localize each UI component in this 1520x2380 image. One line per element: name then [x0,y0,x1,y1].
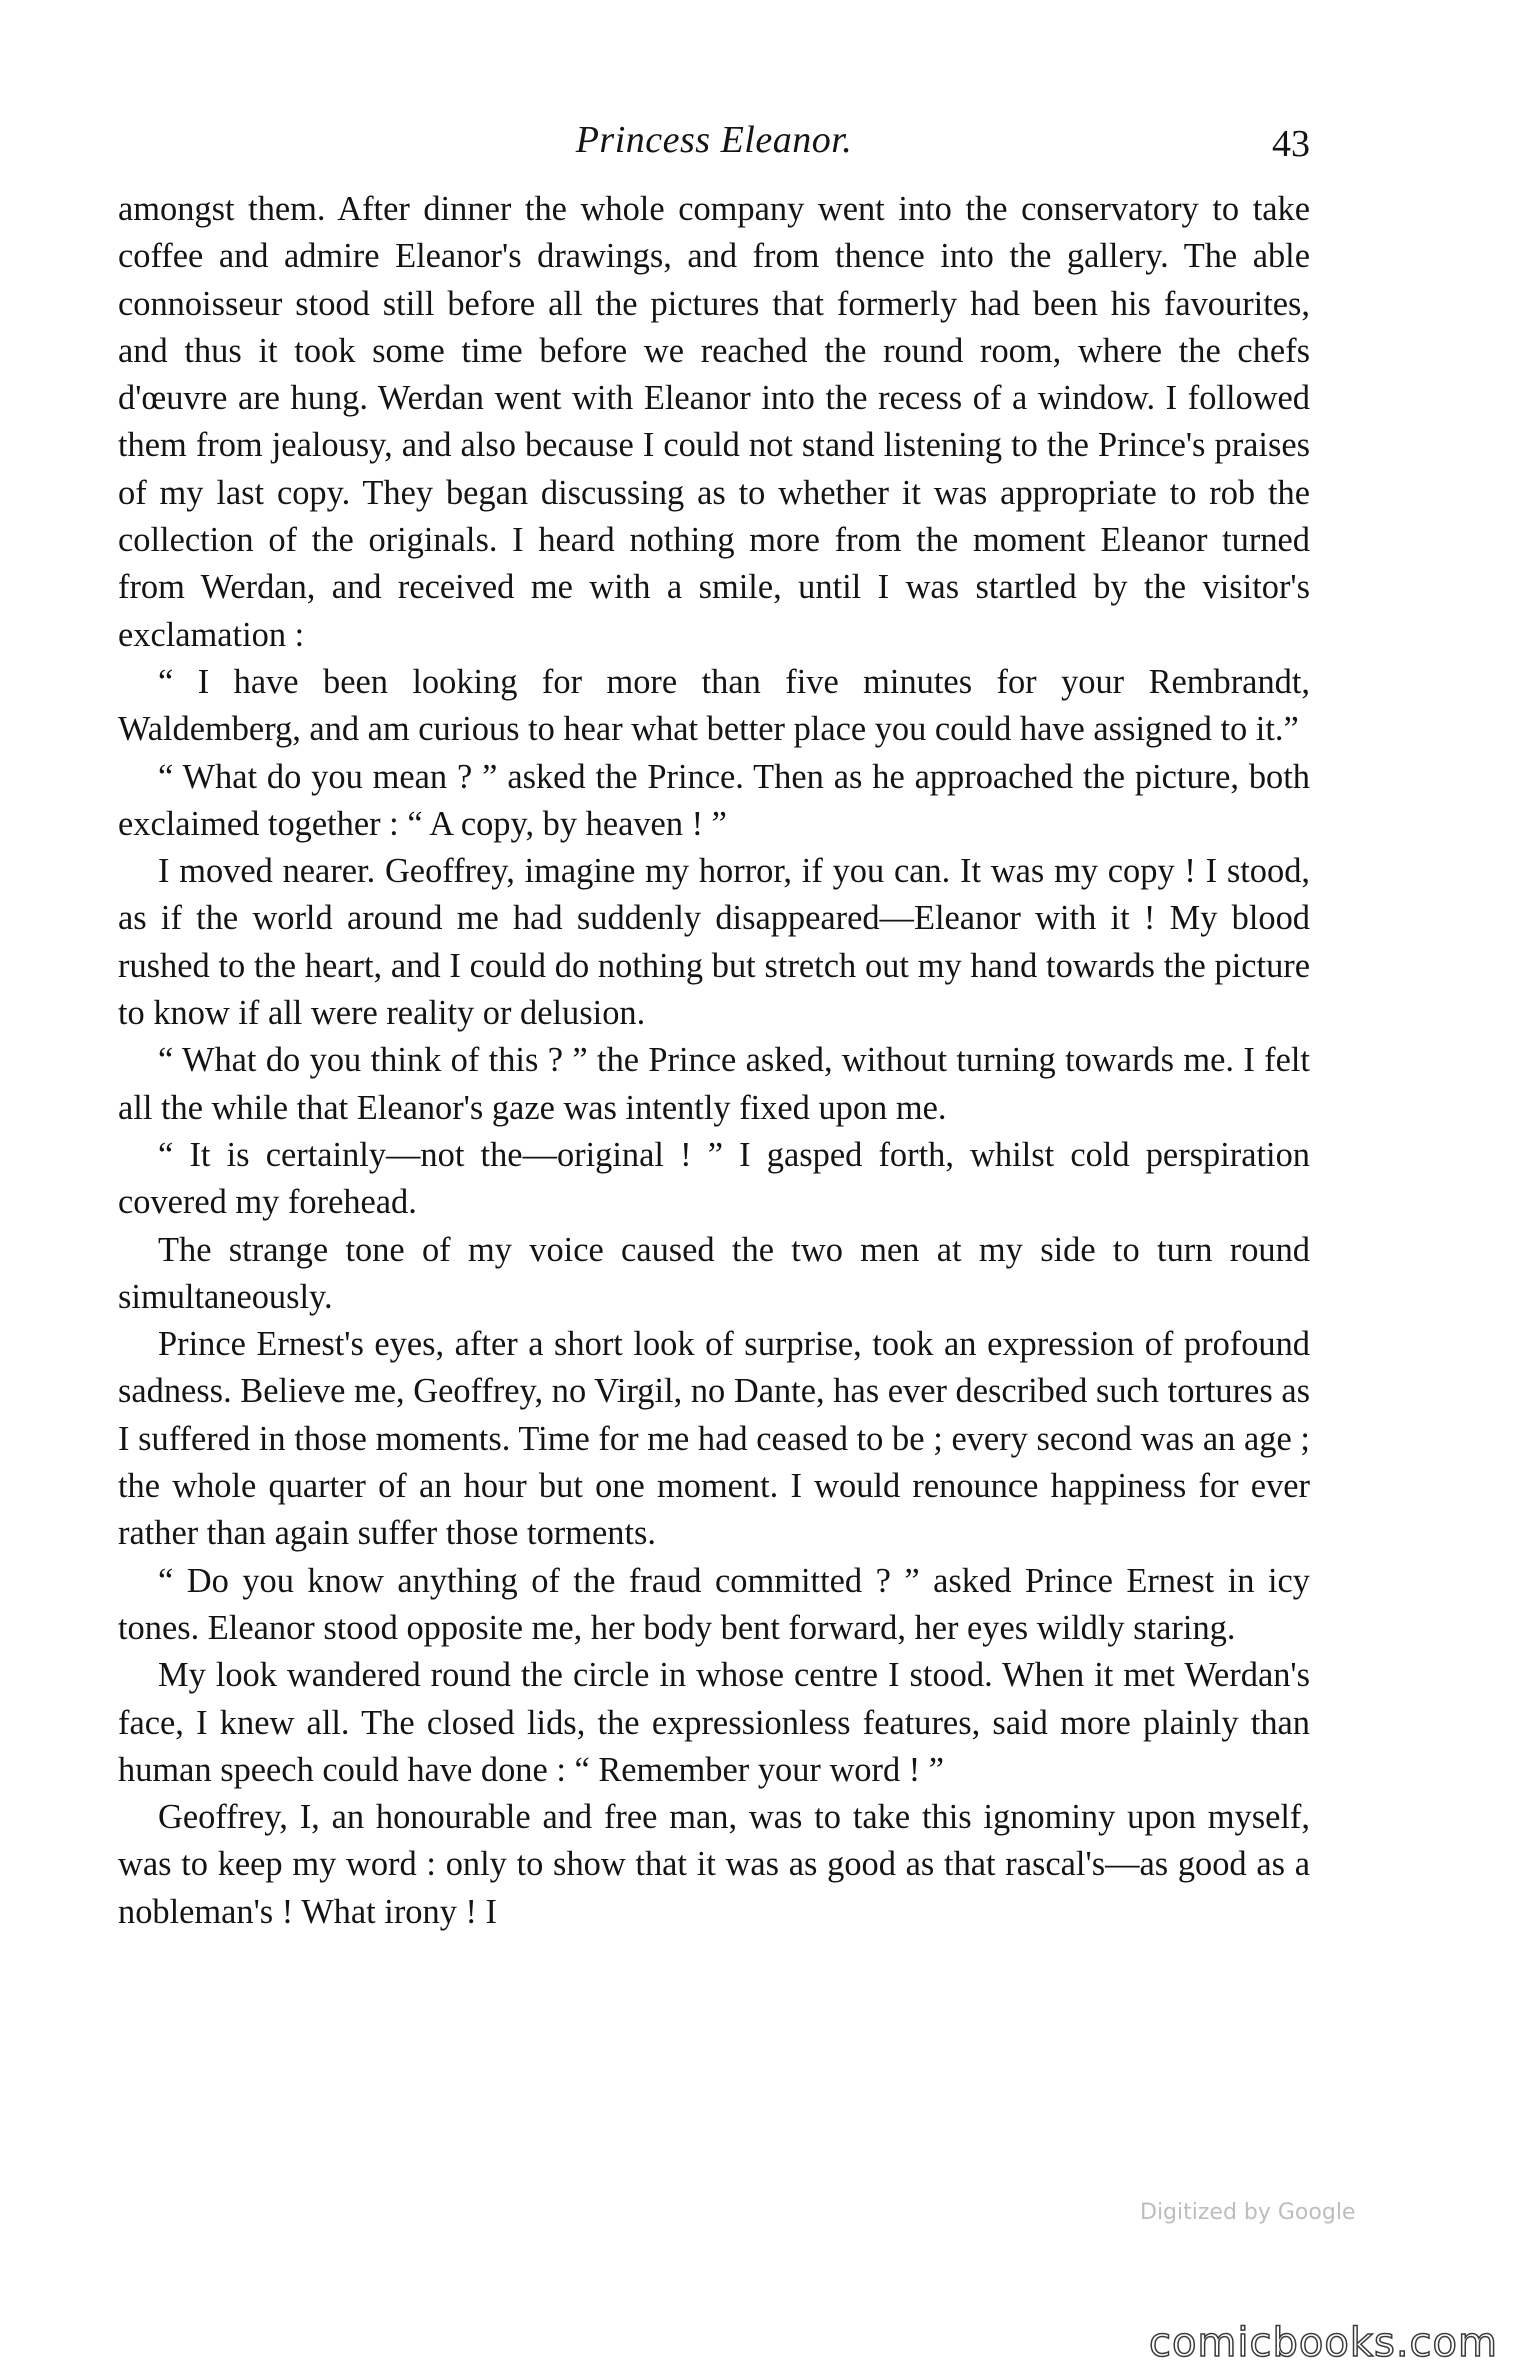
running-title: Princess Eleanor. [575,119,853,161]
paragraph-1: amongst them. After dinner the whole company went into the conservatory to take coffee and admire Eleanor's drawings, and from thence into the gallery. The able connoisseur stood still before all the pictures that formerly had been his favourites, and thus it took some time before we reached the round room, where the chefs d'œuvre are hung. Werdan went with Eleanor into the recess of a window. I followed them from jealousy, and also because I could not stand listening to the Prince's praises of my last copy. They began discussing as to whether it was appropriate to rob the collection of the originals. I heard nothing more from the moment Eleanor turned from Werdan, and received me with a smile, until I was startled by the visitor's exclamation : [118,190,1310,654]
paragraph-2: “ I have been looking for more than five minutes for your Rembrandt, Waldemberg, and am curious to hear what better place you could have assigned to it.” [118,662,1310,749]
book-page [118,118,1310,1936]
paragraph-10: My look wandered round the circle in whose centre I stood. When it met Werdan's face, I knew all. The closed lids, the expressionless features, said more plainly than human speech could have done : “ Remember your word ! ” [118,1656,1310,1789]
body-text [118,186,1310,1936]
paragraph-8: Prince Ernest's eyes, after a short look of surprise, took an expression of profound sadness. Believe me, Geoffrey, no Virgil, no Dante, has ever described such tortures as I suffered in those moments. Time for me had ceased to be ; every second was an age ; the whole quarter of an hour but one moment. I would renounce happiness for ever rather than again suffer those torments. [118,1325,1310,1553]
page-number: 43 [1272,123,1310,165]
paragraph-3: “ What do you mean ? ” asked the Prince. Then as he approached the picture, both exclaimed together : “ A copy, by heaven ! ” [118,757,1310,843]
paragraph-6: “ It is certainly—not the—original ! ” I gasped forth, whilst cold perspiration covered my forehead. [118,1135,1310,1222]
paragraph-7: The strange tone of my voice caused the two men at my side to turn round simultaneously. [118,1230,1310,1316]
paragraph-11: Geoffrey, I, an honourable and free man, was to take this ignominy upon myself, was to keep my word : only to show that it was as good as that rascal's—as good as a nobleman's ! What irony ! I [118,1798,1310,1931]
running-head [118,118,1310,178]
watermark-logo: comicbooks.com [1148,2320,1498,2366]
paragraph-5: “ What do you think of this ? ” the Prince asked, without turning towards me. I felt all the while that Eleanor's gaze was intently fixed upon me. [118,1041,1310,1127]
paragraph-4: I moved nearer. Geoffrey, imagine my horror, if you can. It was my copy ! I stood, as if the world around me had suddenly disappeared—Eleanor with it ! My blood rushed to the heart, and I could do nothing but stretch out my hand towards the picture to know if all were reality or delusion. [118,852,1310,1033]
paragraph-9: “ Do you know anything of the fraud committed ? ” asked Prince Ernest in icy tones. Eleanor stood opposite me, her body bent forward, her eyes wildly staring. [118,1561,1310,1647]
digitized-by-google-mark: Digitized by Google [1140,2200,1356,2225]
